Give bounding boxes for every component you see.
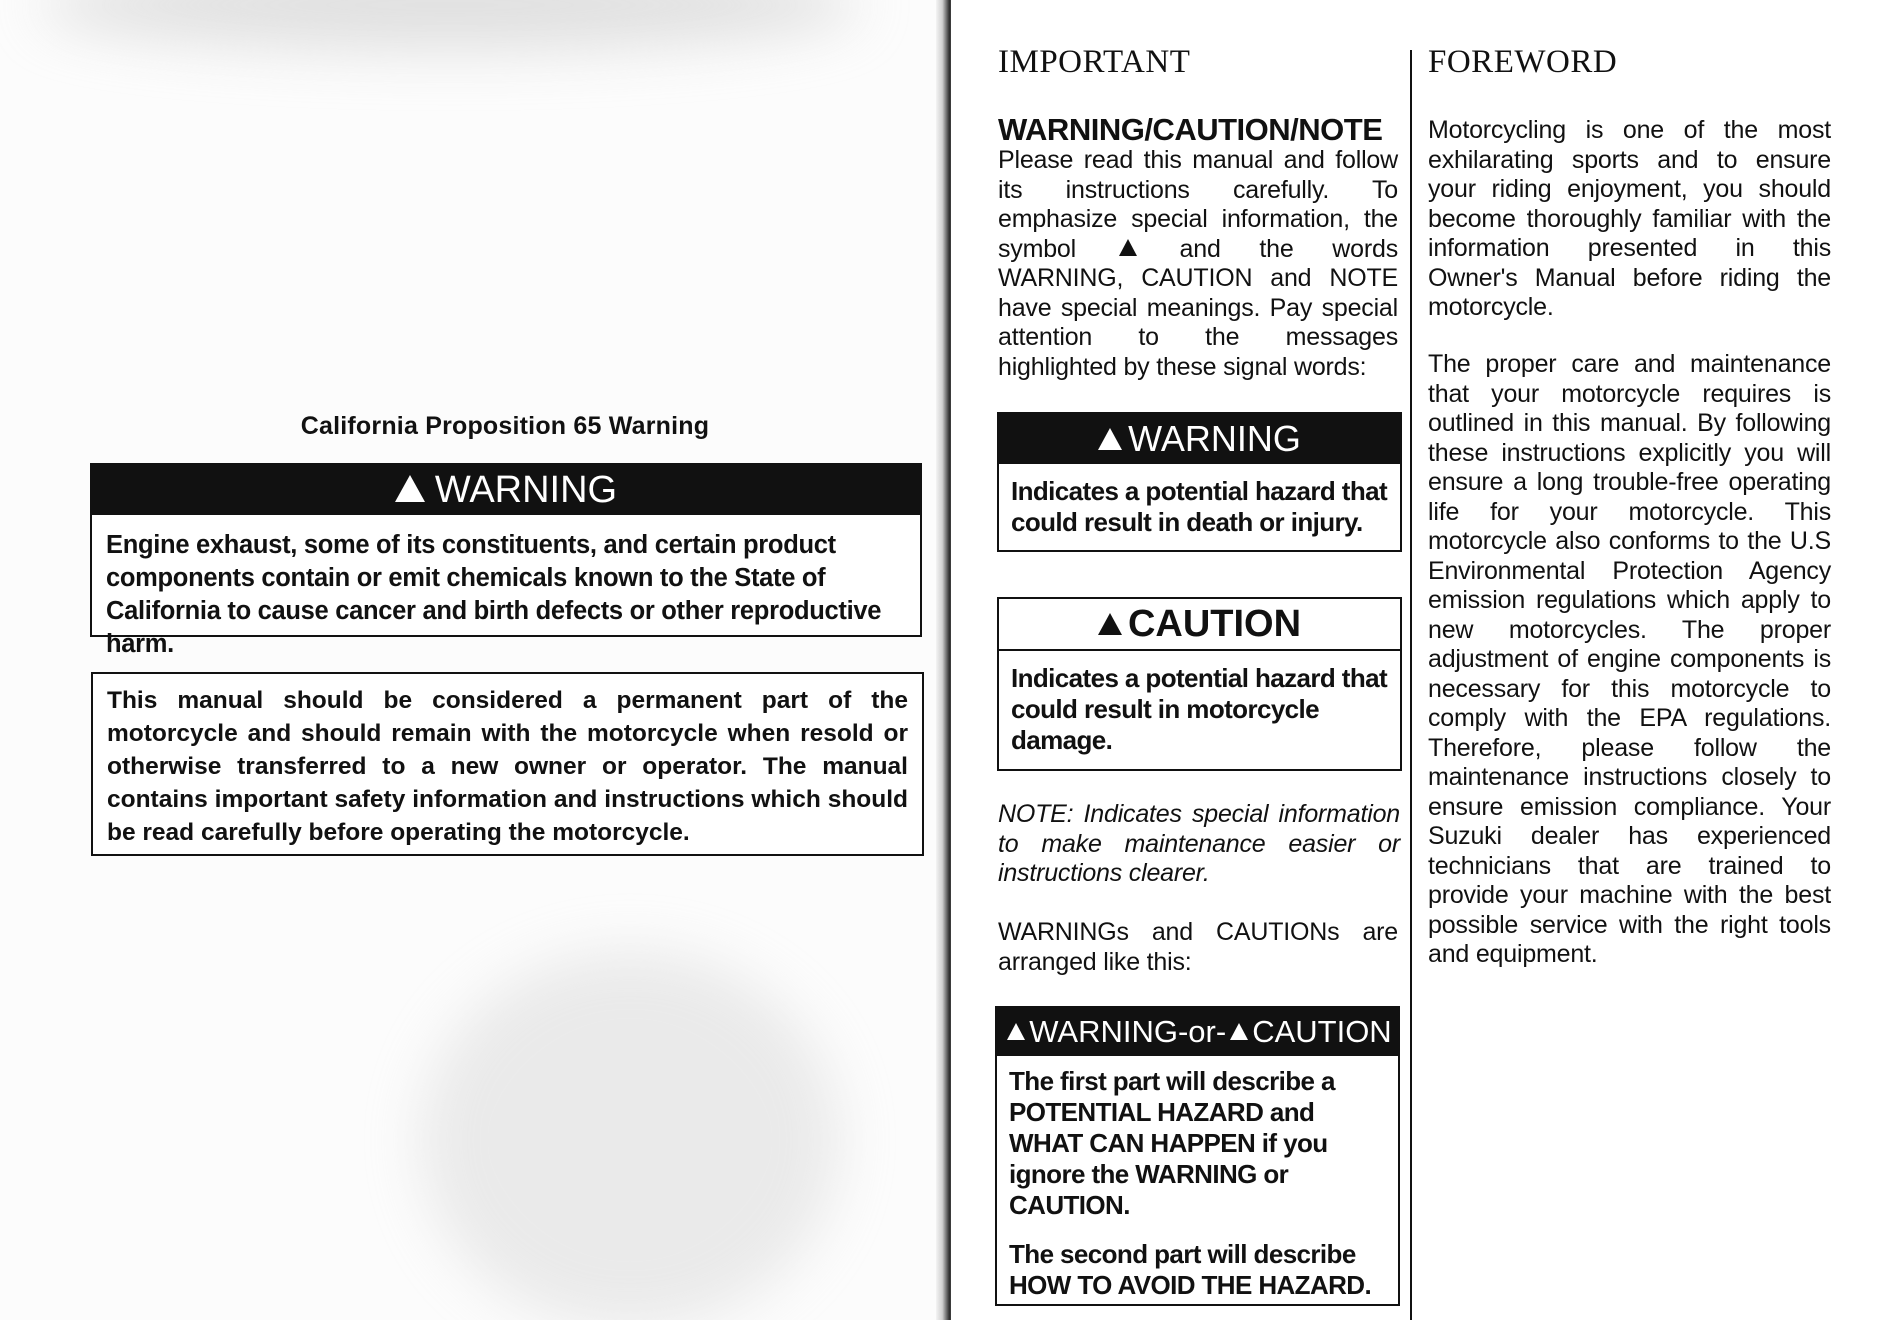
caution-triangle-icon	[1230, 1023, 1248, 1040]
combo-warning-label: WARNING-or-	[1029, 1014, 1227, 1049]
warning-definition-text: Indicates a potential hazard that could result in death or injury.	[1011, 476, 1388, 537]
warning-definition-box	[997, 412, 1402, 552]
warning-triangle-icon	[395, 475, 425, 502]
warning-symbol-icon	[1119, 239, 1137, 256]
prop65-warning-box	[90, 463, 922, 658]
combo-text-part2: The second part will describe HOW TO AVOID THE HAZARD.	[1009, 1239, 1372, 1300]
prop65-warning-label: WARNING	[434, 469, 618, 511]
caution-definition-text: Indicates a potential hazard that could result in motorcycle damage.	[1011, 663, 1388, 755]
prop65-warning-text: Engine exhaust, some of its constituents, and certain product components contain or emit chemicals known to the State of California to cause cancer and birth defects or other reproductive harm.	[106, 531, 882, 658]
warning-definition-header	[999, 414, 1400, 464]
warning-triangle-icon	[1098, 428, 1122, 450]
manual-notice-text: This manual should be considered a permanent part of the motorcycle and should remain with the motorcycle when resold or otherwise transferred to a new owner or operator. The manual contains important safety information and instructions which should be read carefully before operating the motorcycle.	[107, 687, 908, 846]
column-divider	[1410, 50, 1412, 1320]
important-intro-paragraph	[998, 146, 1398, 382]
caution-definition-header	[999, 599, 1400, 651]
warning-or-caution-box	[995, 1006, 1400, 1306]
warning-caution-note-subheading: WARNING/CAUTION/NOTE	[998, 112, 1383, 147]
manual-notice-box	[91, 672, 924, 856]
bleed-through-shadow	[420, 950, 840, 1320]
bleed-through-shadow	[40, 0, 860, 50]
caution-definition-box	[997, 597, 1402, 771]
combo-text-part1: The first part will describe a POTENTIAL HAZARD and WHAT CAN HAPPEN if you ignore the WARNING or CAUTION.	[1009, 1066, 1335, 1220]
warning-definition-label: WARNING	[1128, 418, 1301, 459]
foreword-paragraph-2: The proper care and maintenance that your motorcycle requires is outlined in this manual. By following these instructions explicitly you will ensure a long trouble-free operating life for your motorcycle. This motorcycle also conforms to the U.S Environmental Protection Agency emission regulations which apply to new motorcycles. The proper adjustment of engine components is necessary for this motorcycle to comply with the EPA regulations. Therefore, please follow the maintenance instructions closely to ensure emission compliance. Your Suzuki dealer has experienced technicians that are trained to provide your machine with the best possible service with the right tools and equipment.	[1428, 350, 1831, 968]
foreword-heading: FOREWORD	[1428, 44, 1618, 80]
intro-text-after-symbol: and the words WARNING, CAUTION and NOTE have special meanings. Pay special attention to the messages highlighted by these signal words:	[998, 234, 1398, 381]
caution-definition-label: CAUTION	[1127, 603, 1302, 645]
caution-triangle-icon	[1098, 613, 1122, 635]
intro-text-before-symbol: Please read this manual and follow its instructions carefully. To emphasize special information, the symbol	[998, 146, 1398, 263]
combo-caution-label: CAUTION	[1252, 1014, 1392, 1049]
california-warning-title: California Proposition 65 Warning	[300, 412, 710, 440]
prop65-warning-header	[92, 465, 920, 515]
arranged-paragraph: WARNINGs and CAUTIONs are arranged like this:	[998, 918, 1398, 976]
warning-triangle-icon	[1007, 1023, 1025, 1040]
foreword-paragraph-1: Motorcycling is one of the most exhilarating sports and to ensure your riding enjoyment, you should become thoroughly familiar with the information presented in this Owner's Manual before riding the motorcycle.	[1428, 116, 1831, 321]
warning-or-caution-header	[997, 1008, 1398, 1056]
note-paragraph: NOTE: Indicates special information to make maintenance easier or instructions clearer.	[998, 800, 1400, 887]
important-heading: IMPORTANT	[998, 44, 1191, 80]
